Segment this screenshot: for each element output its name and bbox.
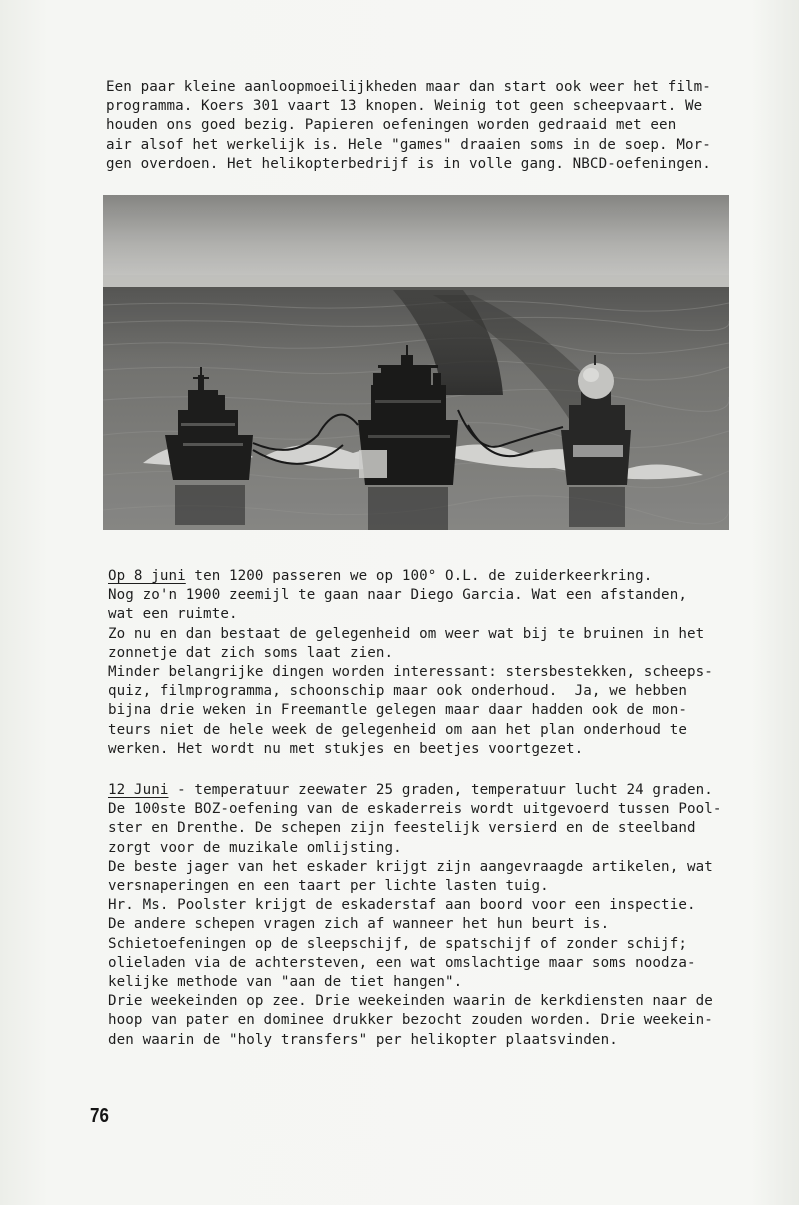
text-line: versnaperingen en een taart per lichte lasten tuig.	[108, 878, 549, 895]
text-line: den waarin de "holy transfers" per helikopter plaatsvinden.	[108, 1031, 618, 1048]
paragraph-intro	[106, 78, 746, 174]
text-line: kelijke methode van "aan de tiet hangen".	[108, 974, 463, 991]
text-line: bijna drie weken in Freemantle gelegen maar daar hadden ook de mon-	[108, 702, 687, 719]
text-line: ster en Drenthe. De schepen zijn feestelijk versierd en de steelband	[108, 820, 696, 837]
text-line: olieladen via de achtersteven, een wat omslachtige maar soms noodza-	[108, 954, 696, 971]
text-line: gen overdoen. Het helikopterbedrijf is in volle gang. NBCD-oefeningen.	[106, 155, 711, 172]
text-line: hoop van pater en dominee drukker bezocht zouden worden. Drie weekein-	[108, 1012, 713, 1029]
text-line: Schietoefeningen op de sleepschijf, de spatschijf of zonder schijf;	[108, 935, 687, 952]
text-line: De 100ste BOZ-oefening van de eskaderreis wordt uitgevoerd tussen Pool-	[108, 801, 722, 818]
text-line: Minder belangrijke dingen worden interessant: stersbestekken, scheeps-	[108, 664, 713, 681]
text-line: wat een ruimte.	[108, 606, 238, 623]
date-label: 12 Juni	[108, 782, 169, 798]
text-line: - temperatuur zeewater 25 graden, temperatuur lucht 24 graden.	[168, 782, 713, 798]
text-line: Nog zo'n 1900 zeemijl te gaan naar Diego Garcia. Wat een afstanden,	[108, 587, 687, 604]
text-line: Drie weekeinden op zee. Drie weekeinden waarin de kerkdiensten naar de	[108, 993, 713, 1010]
date-label: Op 8 juni	[108, 568, 186, 584]
paragraph-12-juni	[108, 781, 748, 1050]
text-line: werken. Het wordt nu met stukjes en beetjes voortgezet.	[108, 740, 584, 757]
text-line: zorgt voor de muzikale omlijsting.	[108, 839, 402, 856]
text-line: Zo nu en dan bestaat de gelegenheid om weer wat bij te bruinen in het	[108, 625, 705, 642]
ships-replenishment-photo	[103, 195, 729, 530]
text-line: teurs niet de hele week de gelegenheid om aan het plan onderhoud te	[108, 721, 687, 738]
text-line: quiz, filmprogramma, schoonschip maar ook onderhoud. Ja, we hebben	[108, 683, 687, 700]
text-line: programma. Koers 301 vaart 13 knopen. Weinig tot geen scheepvaart. We	[106, 98, 703, 115]
text-line: air alsof het werkelijk is. Hele "games" draaien soms in de soep. Mor-	[106, 136, 711, 153]
text-line: ten 1200 passeren we op 100° O.L. de zuiderkeerkring.	[185, 568, 653, 584]
page-number: 76	[90, 1105, 109, 1127]
text-line: zonnetje dat zich soms laat zien.	[108, 644, 394, 661]
text-line: Hr. Ms. Poolster krijgt de eskaderstaf aan boord voor een inspectie.	[108, 897, 696, 914]
text-line: De beste jager van het eskader krijgt zijn aangevraagde artikelen, wat	[108, 858, 713, 875]
text-line: houden ons goed bezig. Papieren oefeningen worden gedraaid met een	[106, 117, 677, 134]
paragraph-8-juni	[108, 567, 748, 759]
text-line: De andere schepen vragen zich af wanneer het hun beurt is.	[108, 916, 610, 933]
text-line: Een paar kleine aanloopmoeilijkheden maar dan start ook weer het film-	[106, 79, 711, 95]
